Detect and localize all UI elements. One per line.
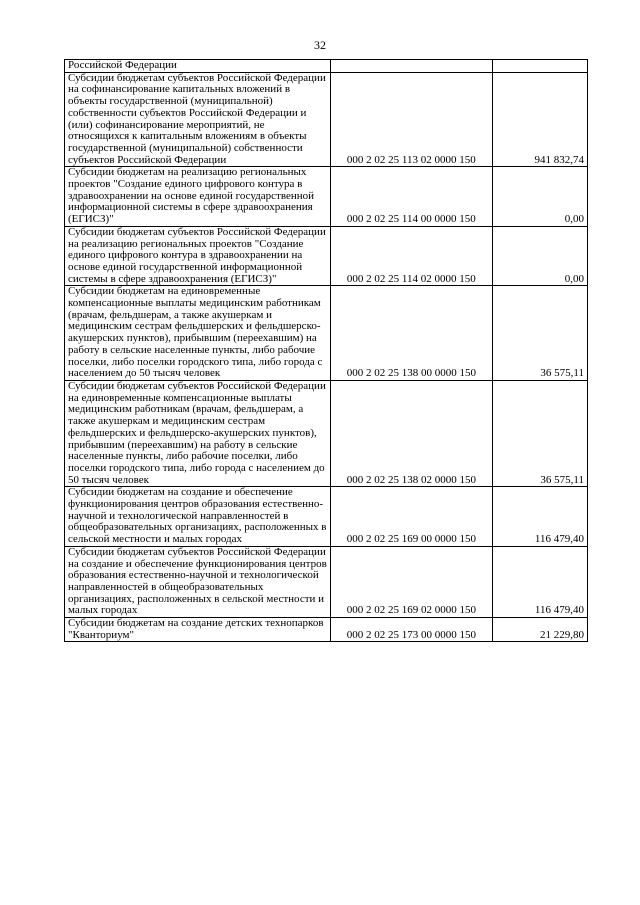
row-name-cell: Субсидии бюджетам субъектов Российской Федерации на создание и обеспечение функционирования центров образования естественно-научной и технологической направленностей в общеобразовательных организациях, расположенных в сельской местности и малых городах xyxy=(65,546,331,617)
row-sum-cell: 0,00 xyxy=(492,167,587,227)
row-sum-cell: 116 479,40 xyxy=(492,487,587,547)
table-row xyxy=(65,226,588,286)
row-code-cell: 000 2 02 25 113 02 0000 150 xyxy=(331,72,493,167)
table-row xyxy=(65,286,588,381)
row-sum-cell: 36 575,11 xyxy=(492,286,587,381)
row-name-cell: Субсидии бюджетам субъектов Российской Федерации на единовременные компенсационные выплаты медицинским работникам (врачам, фельдшерам, а также акушеркам и медицинским сестрам фельдшерских и фельдшерско-акушерских пунктов), прибывшим (переехавшим) на работу в сельские населенные пункты, либо рабочие поселки, либо поселки городского типа, либо города с населением до 50 тысяч человек xyxy=(65,380,331,486)
row-sum-cell xyxy=(492,60,587,73)
row-code-cell xyxy=(331,60,493,73)
table-row xyxy=(65,60,588,73)
table-row xyxy=(65,487,588,547)
row-sum-cell: 941 832,74 xyxy=(492,72,587,167)
budget-revenue-table xyxy=(64,59,588,642)
table-row xyxy=(65,72,588,167)
table-row xyxy=(65,546,588,617)
row-name-cell: Субсидии бюджетам субъектов Российской Федерации на реализацию региональных проектов "Создание единого цифрового контура в здравоохранении на основе единой государственной информационной системы в сфере здравоохранения (ЕГИСЗ)" xyxy=(65,226,331,286)
page-number: 32 xyxy=(314,38,326,52)
row-name-cell: Субсидии бюджетам на реализацию региональных проектов "Создание единого цифрового контура в здравоохранении на основе единой государственной информационной системы в сфере здравоохранения (ЕГИСЗ)" xyxy=(65,167,331,227)
row-name-cell: Субсидии бюджетам на создание детских технопарков "Кванториум" xyxy=(65,618,331,642)
row-name-cell: Российской Федерации xyxy=(65,60,331,73)
row-name-cell: Субсидии бюджетам на создание и обеспечение функционирования центров образования естественно-научной и технологической направленностей в общеобразовательных организациях, расположенных в сельской местности и малых городах xyxy=(65,487,331,547)
row-sum-cell: 116 479,40 xyxy=(492,546,587,617)
table-row xyxy=(65,380,588,486)
row-name-cell: Субсидии бюджетам субъектов Российской Федерации на софинансирование капитальных вложений в объекты государственной (муниципальной) собственности субъектов Российской Федерации и (или) софинансирование мероприятий, не относящихся к капитальным вложениям в объекты государственной (муниципальной) собственности субъектов Российской Федерации xyxy=(65,72,331,167)
row-code-cell: 000 2 02 25 114 02 0000 150 xyxy=(331,226,493,286)
row-code-cell: 000 2 02 25 138 00 0000 150 xyxy=(331,286,493,381)
table-row xyxy=(65,618,588,642)
row-code-cell: 000 2 02 25 114 00 0000 150 xyxy=(331,167,493,227)
row-code-cell: 000 2 02 25 169 00 0000 150 xyxy=(331,487,493,547)
row-sum-cell: 0,00 xyxy=(492,226,587,286)
row-name-cell: Субсидии бюджетам на единовременные компенсационные выплаты медицинским работникам (врачам, фельдшерам, а также акушеркам и медицинским сестрам фельдшерских и фельдшерско-акушерских пунктов), прибывшим (переехавшим) на работу в сельские населенные пункты, либо рабочие поселки, либо поселки городского типа, либо города с населением до 50 тысяч человек xyxy=(65,286,331,381)
row-code-cell: 000 2 02 25 138 02 0000 150 xyxy=(331,380,493,486)
row-sum-cell: 21 229,80 xyxy=(492,618,587,642)
row-sum-cell: 36 575,11 xyxy=(492,380,587,486)
row-code-cell: 000 2 02 25 169 02 0000 150 xyxy=(331,546,493,617)
row-code-cell: 000 2 02 25 173 00 0000 150 xyxy=(331,618,493,642)
table-row xyxy=(65,167,588,227)
